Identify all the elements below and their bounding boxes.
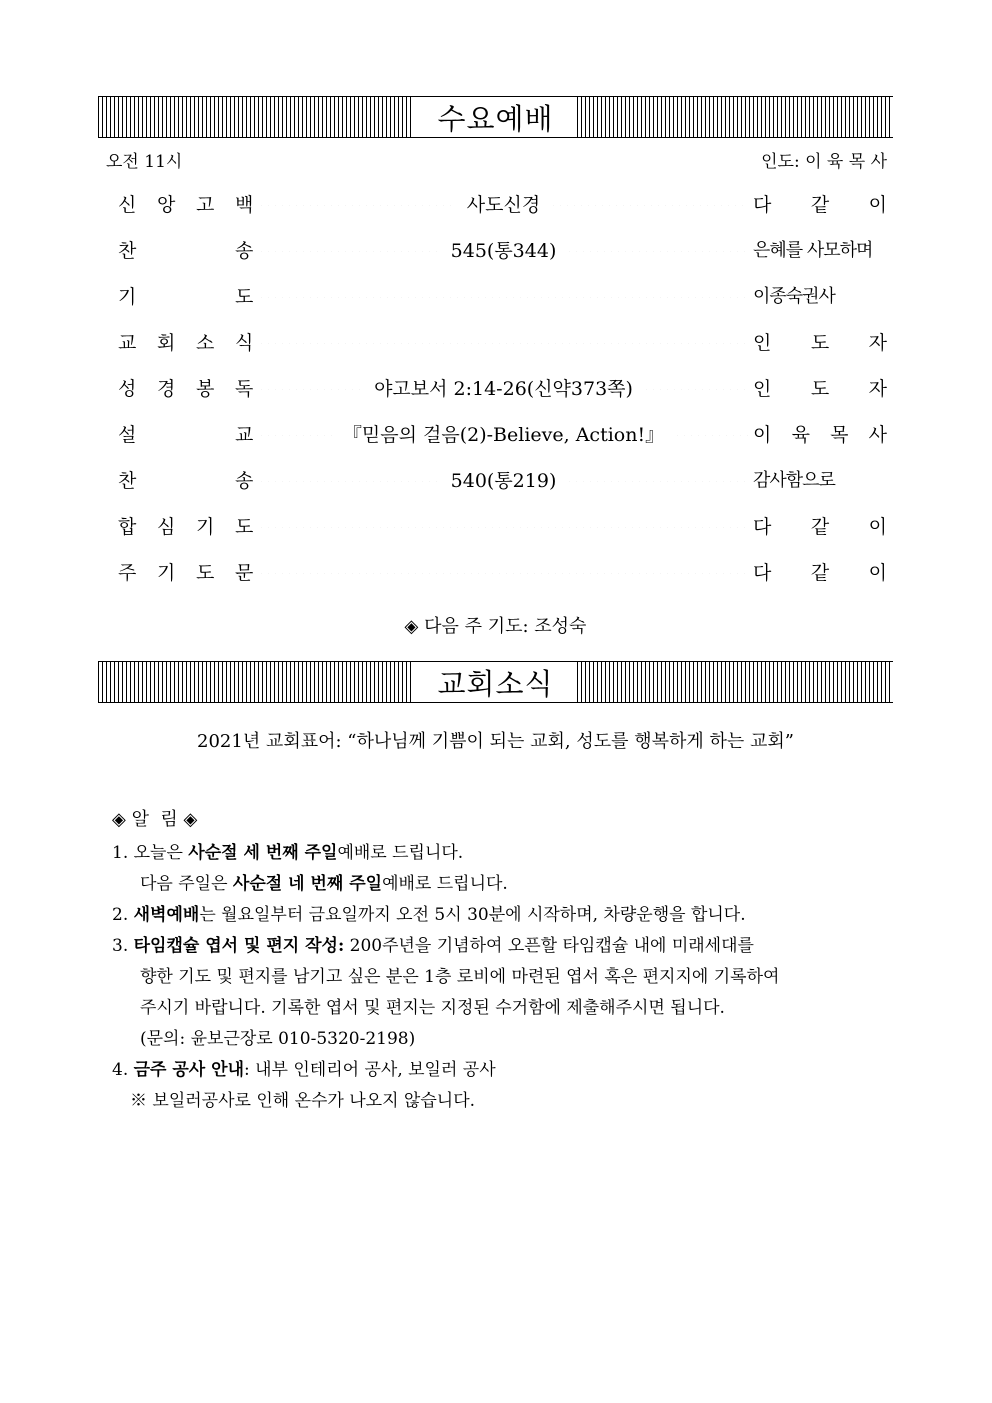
- label-char: 기: [196, 515, 215, 538]
- worship-row: [98, 180, 893, 226]
- label-char: 성: [118, 377, 137, 400]
- label-char: 고: [196, 193, 215, 216]
- worship-row: [98, 456, 893, 502]
- worship-banner: [98, 96, 893, 138]
- worship-item-participant: 은혜를 사모하며: [753, 240, 873, 261]
- label-char: 독: [235, 377, 254, 400]
- label-char: 송: [235, 239, 254, 262]
- worship-title: 수요예배: [437, 101, 554, 136]
- participant-char: 이: [868, 193, 887, 216]
- leader-dots: [566, 481, 749, 482]
- label-char: [157, 466, 176, 493]
- worship-item-label: [98, 558, 254, 585]
- worship-item-label: [98, 466, 254, 493]
- participant-char: 같: [810, 193, 830, 216]
- notice-item-3-contact: (문의: 윤보근장로 010-5320-2198): [140, 1029, 416, 1049]
- worship-row: [98, 548, 893, 594]
- leader-dots: [258, 573, 749, 574]
- worship-item-label: [98, 374, 254, 401]
- leader-dots: [258, 205, 457, 206]
- label-char: 교: [118, 331, 137, 354]
- label-char: 백: [235, 193, 254, 216]
- notice-text: 예배로 드립니다.: [382, 874, 508, 894]
- notice-text: 200주년을 기념하여 오픈할 타임캡슐 내에 미래세대를: [344, 936, 754, 956]
- notice-heading: ◈ 알 림 ◈: [112, 809, 198, 830]
- next-prayer: ◈ 다음 주 기도: 조성숙: [404, 616, 587, 637]
- label-char: 기: [157, 561, 176, 584]
- worship-item-label: [98, 328, 254, 355]
- label-char: 앙: [157, 193, 176, 216]
- label-char: 송: [235, 469, 254, 492]
- participant-char: 이: [753, 423, 772, 446]
- label-char: 문: [235, 561, 254, 584]
- worship-row: [98, 226, 893, 272]
- worship-item-participant: [753, 558, 893, 585]
- label-char: 신: [118, 193, 137, 216]
- participant-char: 육: [791, 423, 810, 446]
- label-char: 도: [196, 561, 215, 584]
- notice-text: 는 월요일부터 금요일까지 오전 5시 30분에 시작하며, 차량운행을 합니다.: [199, 905, 746, 925]
- participant-char: 자: [868, 331, 887, 354]
- participant-char: 자: [868, 377, 887, 400]
- participant-char: 같: [810, 515, 830, 538]
- worship-item-label: [98, 236, 254, 263]
- notice-text: 다음 주일은: [140, 874, 233, 894]
- leader-dots: [643, 389, 749, 390]
- label-char: 식: [235, 331, 254, 354]
- participant-char: 도: [810, 331, 830, 354]
- bulletin-page: [98, 96, 893, 1117]
- notice-item-3: [112, 931, 893, 962]
- label-char: 교: [235, 423, 254, 446]
- worship-item-participant: [753, 190, 893, 217]
- notice-item-2: [112, 900, 893, 931]
- leader-dots: [258, 481, 441, 482]
- notice-text: 1. 오늘은: [112, 843, 189, 863]
- leader-dots: [674, 435, 749, 436]
- label-char: 찬: [118, 469, 137, 492]
- participant-char: 도: [810, 377, 830, 400]
- banner-stripes-right: [577, 97, 893, 137]
- worship-item-label: [98, 282, 254, 309]
- label-char: [157, 236, 176, 263]
- label-char: 봉: [196, 377, 215, 400]
- label-char: 주: [118, 561, 137, 584]
- notice-text: 3.: [112, 936, 134, 956]
- participant-char: 다: [753, 193, 772, 216]
- worship-item-participant: 감사함으로: [753, 470, 835, 491]
- banner-stripes-left: [98, 97, 414, 137]
- leader-dots: [258, 527, 749, 528]
- leader-dots: [258, 251, 441, 252]
- worship-row: [98, 410, 893, 456]
- label-char: 경: [157, 377, 176, 400]
- leader-dots: [258, 389, 364, 390]
- banner-stripes-left: [98, 662, 414, 702]
- label-char: [196, 282, 215, 309]
- label-char: [157, 420, 176, 447]
- news-banner: [98, 661, 893, 703]
- leader-dots: [566, 251, 749, 252]
- worship-item-content: 540(통219): [450, 469, 557, 492]
- label-char: 심: [157, 515, 176, 538]
- label-char: 도: [235, 285, 254, 308]
- worship-meta: [98, 147, 893, 172]
- label-char: 도: [235, 515, 254, 538]
- notice-item-3-line3: 주시기 바랍니다. 기록한 엽서 및 편지는 지정된 수거함에 제출해주시면 됩니다.: [140, 998, 725, 1018]
- church-motto: 2021년 교회표어: “하나님께 기쁨이 되는 교회, 성도를 행복하게 하는 교회”: [197, 731, 794, 752]
- notice-item-1: [112, 838, 893, 869]
- worship-row: [98, 364, 893, 410]
- worship-item-content: 『믿음의 걸음(2)-Believe, Action!』: [342, 423, 665, 446]
- label-char: 기: [118, 285, 137, 308]
- notice-emphasis: 금주 공사 안내: [133, 1060, 244, 1080]
- worship-item-label: [98, 512, 254, 539]
- notice-item-3-line2: 향한 기도 및 편지를 남기고 싶은 분은 1층 로비에 마련된 엽서 혹은 편지지에 기록하여: [140, 967, 780, 987]
- worship-time: 오전 11시: [106, 152, 183, 172]
- label-char: [157, 282, 176, 309]
- notice-text: 4.: [112, 1060, 134, 1080]
- news-title: 교회소식: [437, 666, 554, 701]
- banner-stripes-right: [577, 662, 893, 702]
- notice-text: : 내부 인테리어 공사, 보일러 공사: [244, 1060, 496, 1080]
- worship-item-content: 사도신경: [466, 193, 541, 216]
- worship-item-participant: [753, 328, 893, 355]
- participant-char: 같: [810, 561, 830, 584]
- notice-text: 예배로 드립니다.: [337, 843, 464, 863]
- participant-char: 사: [868, 423, 888, 446]
- worship-item-participant: 이종숙권사: [753, 286, 835, 307]
- leader-dots: [258, 343, 749, 344]
- notice-emphasis: 사순절 세 번째 주일: [188, 843, 338, 863]
- notice-item-4-note: ※ 보일러공사로 인해 온수가 나오지 않습니다.: [130, 1091, 476, 1111]
- worship-item-content: 545(통344): [450, 239, 557, 262]
- leader-dots: [550, 205, 749, 206]
- participant-char: 인: [753, 331, 772, 354]
- notice-item-4: [112, 1055, 893, 1086]
- worship-row: [98, 318, 893, 364]
- participant-char: 이: [868, 561, 887, 584]
- label-char: [196, 420, 215, 447]
- worship-order: [98, 180, 893, 594]
- worship-row: [98, 272, 893, 318]
- notice-text: 2.: [112, 905, 134, 925]
- participant-char: 인: [753, 377, 772, 400]
- notice-emphasis: 사순절 네 번째 주일: [232, 874, 383, 894]
- notice-item-1-cont: [112, 869, 893, 900]
- label-char: 소: [196, 331, 215, 354]
- worship-item-participant: [753, 374, 893, 401]
- label-char: 찬: [118, 239, 137, 262]
- participant-char: 이: [868, 515, 887, 538]
- worship-item-content: 야고보서 2:14-26(신약373쪽): [374, 377, 633, 400]
- label-char: 설: [118, 423, 137, 446]
- worship-leader: 인도: 이 육 목 사: [761, 152, 887, 172]
- notice-emphasis: 새벽예배: [133, 905, 200, 925]
- label-char: [196, 466, 215, 493]
- worship-item-participant: [753, 512, 893, 539]
- leader-dots: [258, 435, 333, 436]
- participant-char: 다: [753, 515, 772, 538]
- worship-item-label: [98, 190, 254, 217]
- notice-list: [98, 838, 893, 1117]
- label-char: 합: [118, 515, 137, 538]
- worship-item-participant: [753, 420, 893, 447]
- label-char: [196, 236, 215, 263]
- leader-dots: [258, 297, 749, 298]
- participant-char: 목: [830, 423, 849, 446]
- worship-row: [98, 502, 893, 548]
- participant-char: 다: [753, 561, 772, 584]
- label-char: 회: [157, 331, 176, 354]
- notice-emphasis: 타임캡슐 엽서 및 편지 작성:: [133, 936, 345, 956]
- worship-item-label: [98, 420, 254, 447]
